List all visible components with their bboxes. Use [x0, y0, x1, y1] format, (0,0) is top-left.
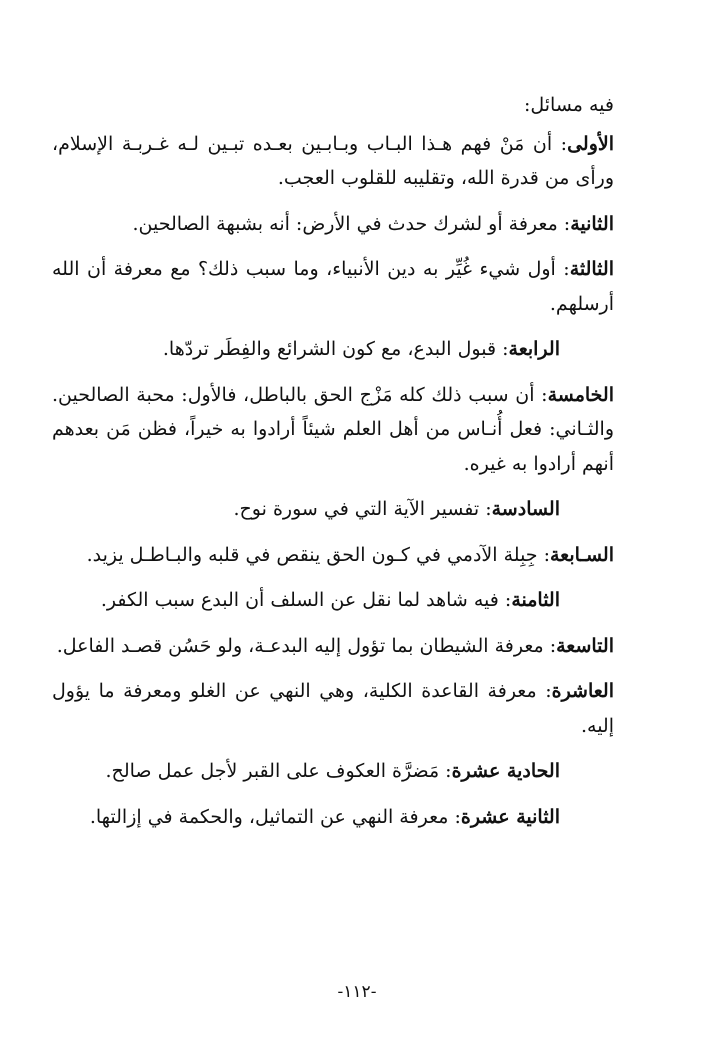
issue-paragraph [52, 492, 614, 527]
issue-label: الأولى [567, 132, 614, 155]
page-content [52, 88, 614, 845]
issue-label: الثالثة [569, 258, 614, 280]
issue-text: : أن مَنْ فهم هـذا البـاب وبـابـين بعـده تبـين لـه غـربـة الإسلام، ورأى من قدرة الله، وتقليبه للقلوب العجب. [52, 132, 614, 189]
issue-label: الثانية عشرة [460, 805, 560, 828]
issue-paragraph [52, 538, 614, 573]
issue-paragraph [52, 800, 614, 835]
section-intro: فيه مسائل: [523, 94, 614, 116]
issue-label: الثامنة [511, 589, 560, 611]
issue-text: : مَضرَّة العكوف على القبر لأجل عمل صالح. [105, 760, 452, 782]
issue-text: : جِبِلة الآدمي في كـون الحق ينقص في قلبه والبـاطـل يزيد. [86, 543, 550, 566]
issue-text: : أول شيء غُيِّر به دين الأنبياء، وما سبب ذلك؟ مع معرفة أن الله أرسلهم. [52, 258, 614, 315]
issue-label: التاسعة [556, 634, 614, 657]
issue-paragraph [52, 127, 614, 196]
issue-paragraph [52, 207, 614, 242]
issue-label: السادسة [491, 498, 560, 520]
issue-text: : أن سبب ذلك كله مَزْج الحق بالباطل، فالأول: محبة الصالحين. والثـاني: فعل أُنـاس من أهل العلم شيئاً أرادوا به خيراً، فظن مَن بعدهم أنهم أرادوا به غيره. [52, 383, 614, 475]
issue-paragraph [52, 754, 614, 789]
issue-label: العاشرة [551, 680, 614, 702]
issue-paragraph [52, 332, 614, 367]
issue-text: : قبول البدع، مع كون الشرائع والفِطَر تردّها. [162, 338, 509, 360]
issue-paragraph [52, 378, 614, 482]
issue-label: السـابعة [549, 543, 614, 566]
issue-text: : معرفة النهي عن التماثيل، والحكمة في إزالتها. [89, 805, 461, 828]
issue-paragraph [52, 583, 614, 618]
issue-text: : معرفة القاعدة الكلية، وهي النهي عن الغلو ومعرفة ما يؤول إليه. [52, 680, 614, 737]
issue-text: : تفسير الآية التي في سورة نوح. [233, 498, 492, 520]
issue-text: : فيه شاهد لما نقل عن السلف أن البدع سبب الكفر. [100, 589, 512, 611]
issue-paragraph [52, 674, 614, 743]
issue-paragraph [52, 629, 614, 664]
issue-label: الثانية [570, 212, 614, 235]
issue-text: : معرفة أو لشرك حدث في الأرض: أنه بشبهة الصالحين. [132, 212, 571, 235]
issue-text: : معرفة الشيطان بما تؤول إليه البدعـة، ولو حَسُن قصـد الفاعل. [56, 634, 557, 657]
issue-label: الخامسة [547, 383, 614, 406]
issue-label: الرابعة [508, 338, 560, 360]
issue-paragraph [52, 252, 614, 321]
page-number: -١١٢- [337, 982, 377, 1002]
issue-label: الحادية عشرة [451, 760, 560, 782]
